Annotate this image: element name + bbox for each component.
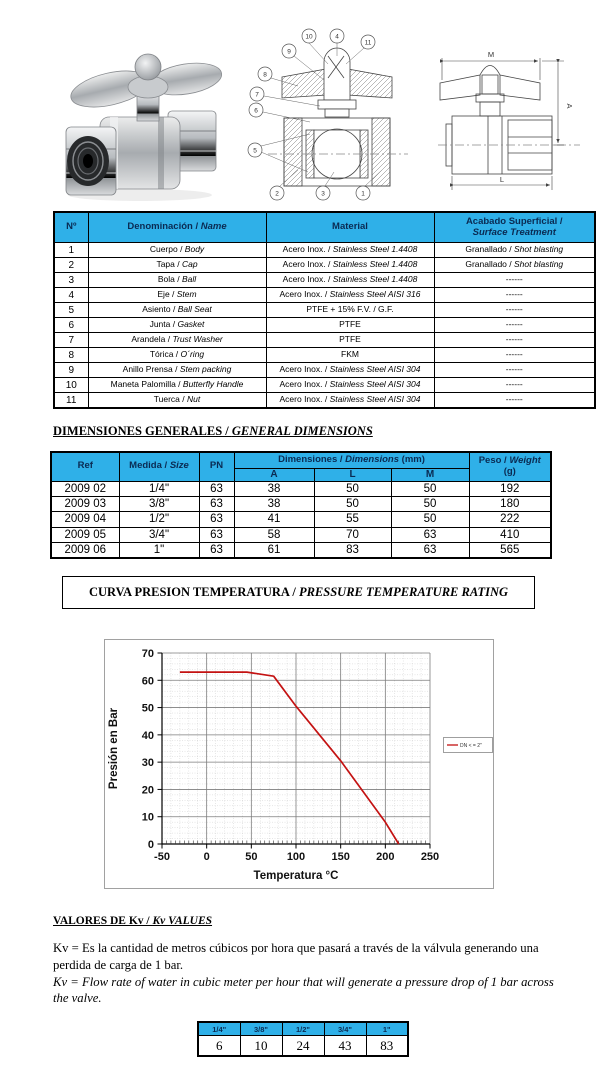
materials-cell-finish: ------ <box>434 273 595 288</box>
materials-cell-no: 10 <box>54 378 88 393</box>
x-tick-label: -50 <box>154 851 170 863</box>
dims-table-cell: 410 <box>469 527 551 542</box>
materials-cell-material: Acero Inox. / Stainless Steel AISI 304 <box>266 393 434 409</box>
kv-table-body <box>198 1036 408 1057</box>
dims-subheader-l: L <box>314 469 391 482</box>
dims-subheader-m: M <box>391 469 469 482</box>
dim-label-m: M <box>487 50 495 59</box>
photo-left-port <box>66 127 116 195</box>
materials-cell-material: Acero Inox. / Stainless Steel 1.4408 <box>266 258 434 273</box>
y-tick-label: 10 <box>141 811 154 824</box>
kv-value-cell: 43 <box>324 1036 366 1057</box>
dims-table-row <box>51 543 551 559</box>
dims-table-cell: 222 <box>469 512 551 527</box>
y-tick-label: 40 <box>141 729 154 742</box>
materials-cell-finish: ------ <box>434 378 595 393</box>
materials-table-body <box>54 243 595 409</box>
kv-table-head <box>198 1022 408 1036</box>
x-tick-label: 100 <box>286 851 306 863</box>
y-tick-label: 70 <box>141 648 154 660</box>
svg-text:5: 5 <box>253 147 257 155</box>
dimensions-heading-text: DIMENSIONES GENERALES / GENERAL DIMENSIONS <box>53 424 373 438</box>
dims-table-cell: 38 <box>234 496 314 511</box>
materials-cell-finish: Granallado / Shot blasting <box>434 258 595 273</box>
callout-badge <box>258 67 272 81</box>
dims-table-cell: 50 <box>314 481 391 496</box>
svg-text:6: 6 <box>254 107 258 115</box>
materials-table-row <box>54 243 595 258</box>
materials-table-row <box>54 303 595 318</box>
materials-header-cell: Material <box>266 212 434 243</box>
materials-cell-name: Tuerca / Nut <box>88 393 266 409</box>
svg-text:10: 10 <box>305 33 313 41</box>
materials-cell-no: 4 <box>54 288 88 303</box>
svg-text:2: 2 <box>275 190 279 198</box>
materials-cell-name: Maneta Palomilla / Butterfly Handle <box>88 378 266 393</box>
dims-table-row <box>51 496 551 511</box>
dims-header-row <box>51 452 551 469</box>
materials-cell-finish: ------ <box>434 333 595 348</box>
kv-value-cell: 83 <box>366 1036 408 1057</box>
svg-text:1: 1 <box>361 190 365 198</box>
y-tick-label: 50 <box>141 702 154 715</box>
curve-title-box <box>62 576 535 609</box>
callout-badge <box>316 186 330 200</box>
materials-cell-no: 2 <box>54 258 88 273</box>
dims-table-cell: 41 <box>234 512 314 527</box>
materials-cell-finish: Granallado / Shot blasting <box>434 243 595 258</box>
dims-table-cell: 63 <box>391 527 469 542</box>
materials-cell-finish: ------ <box>434 393 595 409</box>
dim-label-l: L <box>499 175 505 184</box>
kv-value-cell: 24 <box>282 1036 324 1057</box>
kv-header-cell: 1/4" <box>198 1022 240 1036</box>
materials-cell-name: Eje / Stem <box>88 288 266 303</box>
materials-cell-no: 6 <box>54 318 88 333</box>
materials-cell-name: Arandela / Trust Washer <box>88 333 266 348</box>
materials-cell-material: Acero Inox. / Stainless Steel 1.4408 <box>266 273 434 288</box>
valve-outline <box>438 66 580 175</box>
materials-table-row <box>54 378 595 393</box>
kv-text-en: Kv = Flow rate of water in cubic meter per hour that will generate a pressure drop of 1 bar across the valve. <box>53 974 554 1006</box>
materials-table-row <box>54 363 595 378</box>
materials-cell-finish: ------ <box>434 288 595 303</box>
callout-badge <box>249 103 263 117</box>
kv-table <box>197 1021 409 1057</box>
x-tick-label: 50 <box>245 851 258 863</box>
product-photo <box>40 15 240 205</box>
materials-cell-name: Asiento / Ball Seat <box>88 303 266 318</box>
cross-section-diagram <box>240 22 422 208</box>
dims-table-cell: 63 <box>199 481 234 496</box>
callout-badge <box>250 87 264 101</box>
svg-text:7: 7 <box>255 91 259 99</box>
x-axis-title: Temperatura °C <box>253 870 339 882</box>
dims-table-cell: 192 <box>469 481 551 496</box>
dims-table-cell: 565 <box>469 543 551 559</box>
svg-text:11: 11 <box>364 39 372 47</box>
dims-header-ref: Ref <box>51 452 119 481</box>
dimensions-table-head <box>51 452 551 481</box>
materials-cell-finish: ------ <box>434 363 595 378</box>
dimensions-table-body <box>51 481 551 558</box>
dims-table-cell: 2009 06 <box>51 543 119 559</box>
dims-table-row <box>51 512 551 527</box>
materials-cell-name: Cuerpo / Body <box>88 243 266 258</box>
kv-header-cell: 3/8" <box>240 1022 282 1036</box>
materials-table-head <box>54 212 595 243</box>
svg-text:9: 9 <box>287 48 291 56</box>
y-tick-label: 30 <box>141 757 154 770</box>
dims-table-cell: 61 <box>234 543 314 559</box>
callout-badge <box>361 35 375 49</box>
materials-header-cell: Acabado Superficial / Surface Treatment <box>434 212 595 243</box>
svg-text:3: 3 <box>321 190 325 198</box>
materials-table-row <box>54 258 595 273</box>
materials-table-row <box>54 288 595 303</box>
materials-cell-name: Tapa / Cap <box>88 258 266 273</box>
photo-dome-nut <box>135 54 161 80</box>
materials-cell-material: Acero Inox. / Stainless Steel AISI 304 <box>266 378 434 393</box>
materials-table-row <box>54 318 595 333</box>
kv-heading-text: VALORES DE Kv / Kv VALUES <box>53 915 213 927</box>
dims-table-cell: 2009 04 <box>51 512 119 527</box>
curve-title-text: CURVA PRESION TEMPERATURA / PRESSURE TEMPERATURE RATING <box>88 585 509 599</box>
x-tick-label: 0 <box>203 851 210 863</box>
dims-table-cell: 50 <box>314 496 391 511</box>
materials-table-wrap <box>53 211 596 409</box>
materials-table-row <box>54 393 595 409</box>
section-drawing <box>268 48 408 186</box>
y-tick-label: 20 <box>141 784 154 797</box>
materials-header-cell: Nº <box>54 212 88 243</box>
materials-cell-no: 9 <box>54 363 88 378</box>
materials-cell-name: Anillo Prensa / Stem packing <box>88 363 266 378</box>
kv-value-cell: 6 <box>198 1036 240 1057</box>
dimensions-heading <box>53 424 373 439</box>
dims-table-cell: 1/2" <box>119 512 199 527</box>
materials-table-row <box>54 333 595 348</box>
y-tick-label: 60 <box>141 675 154 688</box>
dims-table-cell: 55 <box>314 512 391 527</box>
materials-cell-name: Bola / Ball <box>88 273 266 288</box>
materials-cell-no: 11 <box>54 393 88 409</box>
materials-cell-no: 3 <box>54 273 88 288</box>
callout-badge <box>330 29 344 43</box>
chart-svg <box>103 638 495 890</box>
materials-cell-no: 8 <box>54 348 88 363</box>
kv-table-wrap <box>197 1021 409 1057</box>
dims-table-cell: 63 <box>199 512 234 527</box>
materials-table-row <box>54 273 595 288</box>
materials-table <box>53 211 596 409</box>
dims-table-cell: 180 <box>469 496 551 511</box>
materials-cell-material: PTFE <box>266 333 434 348</box>
dims-table-cell: 63 <box>199 496 234 511</box>
dim-label-a: A <box>565 103 574 109</box>
materials-cell-no: 1 <box>54 243 88 258</box>
dims-table-cell: 38 <box>234 481 314 496</box>
dims-table-cell: 3/8" <box>119 496 199 511</box>
dims-table-cell: 63 <box>199 527 234 542</box>
materials-header-cell: Denominación / Name <box>88 212 266 243</box>
y-axis-title: Presión en Bar <box>108 707 120 790</box>
callout-badge <box>356 186 370 200</box>
materials-cell-material: FKM <box>266 348 434 363</box>
kv-header-cell: 1" <box>366 1022 408 1036</box>
kv-text-es: Kv = Es la cantidad de metros cúbicos por hora que pasará a través de la válvula generando una perdida de carga de 1 bar. <box>53 941 539 972</box>
dims-table-cell: 50 <box>391 512 469 527</box>
materials-cell-no: 5 <box>54 303 88 318</box>
dims-table-row <box>51 527 551 542</box>
materials-cell-material: PTFE + 15% F.V. / G.F. <box>266 303 434 318</box>
dims-table-cell: 70 <box>314 527 391 542</box>
kv-value-cell: 10 <box>240 1036 282 1057</box>
kv-heading <box>53 915 212 927</box>
dims-table-cell: 2009 02 <box>51 481 119 496</box>
dims-table-cell: 50 <box>391 496 469 511</box>
callout-badge <box>270 186 284 200</box>
materials-cell-material: Acero Inox. / Stainless Steel 1.4408 <box>266 243 434 258</box>
svg-text:4: 4 <box>335 33 339 41</box>
dims-header-weight: Peso / Weight (g) <box>469 452 551 481</box>
dims-header-dimensions: Dimensiones / Dimensions (mm) <box>234 452 469 469</box>
dims-table-cell: 63 <box>391 543 469 559</box>
dims-table-cell: 83 <box>314 543 391 559</box>
pressure-temperature-chart <box>103 638 495 895</box>
dims-table-cell: 1" <box>119 543 199 559</box>
dims-table-cell: 3/4" <box>119 527 199 542</box>
dimension-drawing <box>430 28 598 204</box>
y-tick-label: 0 <box>147 839 154 851</box>
legend-label: DN < = 2" <box>460 743 482 749</box>
materials-cell-finish: ------ <box>434 303 595 318</box>
x-tick-label: 250 <box>420 851 440 863</box>
x-tick-label: 150 <box>331 851 350 863</box>
callout-badge <box>282 44 296 58</box>
materials-cell-no: 7 <box>54 333 88 348</box>
dimensions-table <box>50 451 552 559</box>
materials-cell-material: Acero Inox. / Stainless Steel AISI 304 <box>266 363 434 378</box>
dimensions-table-wrap <box>50 451 552 559</box>
dims-table-cell: 2009 03 <box>51 496 119 511</box>
dims-header-size: Medida / Size <box>119 452 199 481</box>
dims-table-cell: 2009 05 <box>51 527 119 542</box>
materials-cell-finish: ------ <box>434 318 595 333</box>
materials-table-row <box>54 348 595 363</box>
materials-cell-finish: ------ <box>434 348 595 363</box>
dims-subheader-a: A <box>234 469 314 482</box>
dims-header-pn: PN <box>199 452 234 481</box>
callout-badge <box>302 29 316 43</box>
dims-table-cell: 58 <box>234 527 314 542</box>
callout-badge <box>248 143 262 157</box>
materials-cell-material: Acero Inox. / Stainless Steel AISI 316 <box>266 288 434 303</box>
dims-table-cell: 63 <box>199 543 234 559</box>
dims-table-cell: 1/4" <box>119 481 199 496</box>
dims-table-row <box>51 481 551 496</box>
kv-header-cell: 1/2" <box>282 1022 324 1036</box>
x-tick-label: 200 <box>376 851 395 863</box>
materials-cell-name: Tórica / O´ring <box>88 348 266 363</box>
svg-text:8: 8 <box>263 71 267 79</box>
materials-cell-name: Junta / Gasket <box>88 318 266 333</box>
materials-cell-material: PTFE <box>266 318 434 333</box>
dims-table-cell: 50 <box>391 481 469 496</box>
kv-paragraph <box>53 940 561 1007</box>
kv-header-cell: 3/4" <box>324 1022 366 1036</box>
